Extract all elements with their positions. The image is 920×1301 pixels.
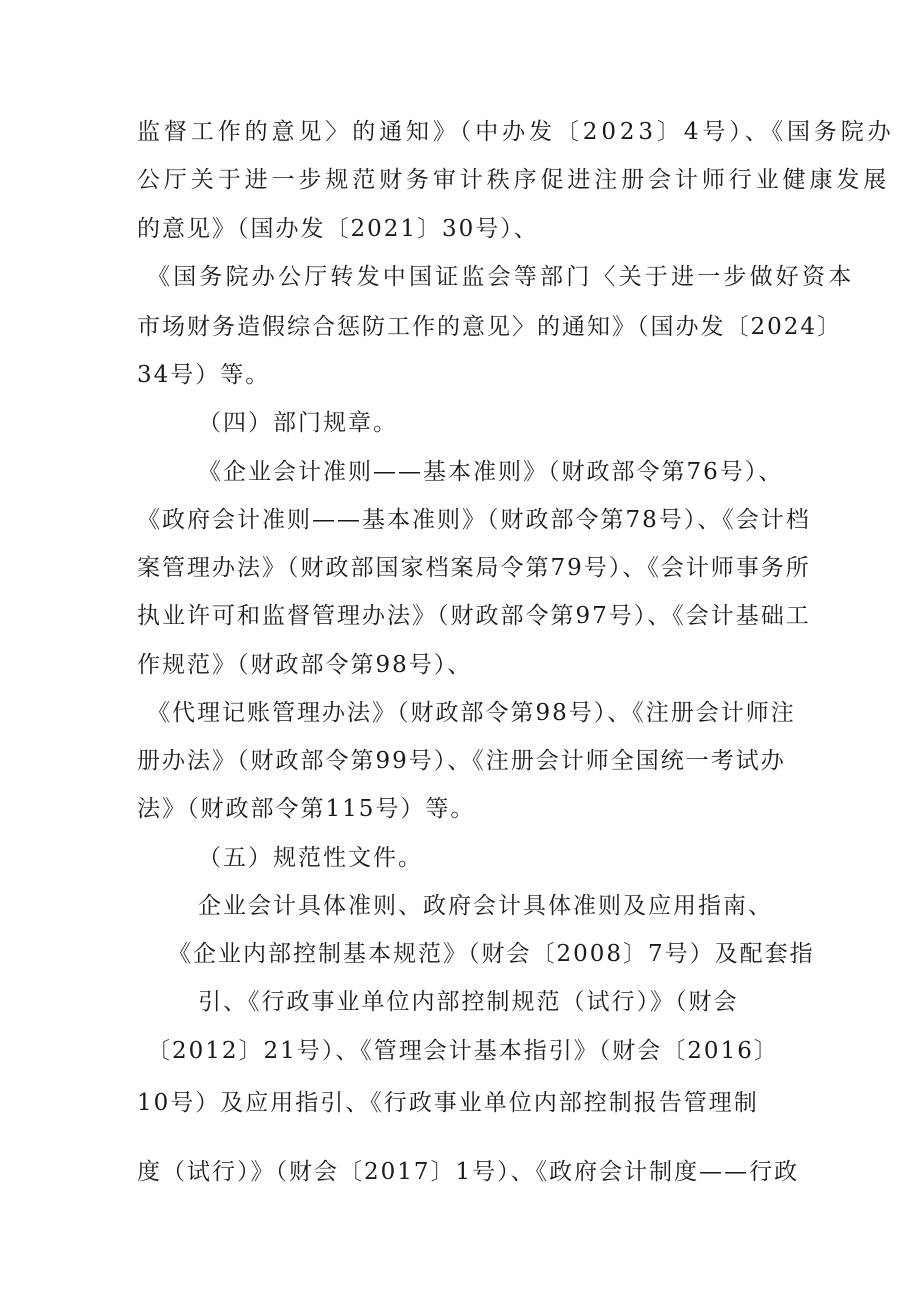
text-line: 企业会计具体准则、政府会计具体准则及应用指南、 [198, 893, 773, 919]
text-line: 监督工作的意见〉的通知》（中办发〔2023〕4号）、《国务院办 [137, 119, 895, 145]
section-heading: （四）部门规章。 [198, 410, 398, 436]
section-heading: （五）规范性文件。 [198, 845, 423, 871]
text-line: 法》（财政部令第115号）等。 [137, 796, 476, 822]
text-line: 《国务院办公厅转发中国证监会等部门〈关于进一步做好资本 [147, 264, 855, 290]
text-line: 公厅关于进一步规范财务审计秩序促进注册会计师行业健康发展 [137, 167, 891, 193]
text-line: 〔2012〕21号）、《管理会计基本指引》（财会〔2016〕 [147, 1038, 779, 1064]
text-line: 10号）及应用指引、《行政事业单位内部控制报告管理制 [137, 1090, 759, 1116]
text-line: 引、《行政事业单位内部控制规范（试行）》（财会 [198, 989, 739, 1015]
text-line: 作规范》（财政部令第98号）、 [137, 652, 473, 678]
text-line: 的意见》（国办发〔2021〕30号）、 [137, 216, 539, 242]
text-line: 《政府会计准则——基本准则》（财政部令第78号）、《会计档 [137, 507, 811, 533]
text-line: 度（试行）》（财会〔2017〕1号）、《政府会计制度——行政 [137, 1159, 800, 1185]
text-line: 执业许可和监督管理办法》（财政部令第97号）、《会计基础工 [137, 603, 811, 629]
text-line: 34号）等。 [137, 362, 271, 388]
text-line: 册办法》（财政部令第99号）、《注册会计师全国统一考试办 [137, 748, 786, 774]
text-line: 案管理办法》（财政部国家档案局令第79号）、《会计师事务所 [137, 555, 811, 581]
text-line: 《企业会计准则——基本准则》（财政部令第76号）、 [198, 459, 784, 485]
text-line: 《企业内部控制基本规范》（财会〔2008〕7号）及配套指 [168, 941, 815, 967]
text-line: 《代理记账管理办法》（财政部令第98号）、《注册会计师注 [147, 700, 796, 726]
text-line: 市场财务造假综合惩防工作的意见〉的通知》（国办发〔2024〕 [137, 314, 843, 340]
